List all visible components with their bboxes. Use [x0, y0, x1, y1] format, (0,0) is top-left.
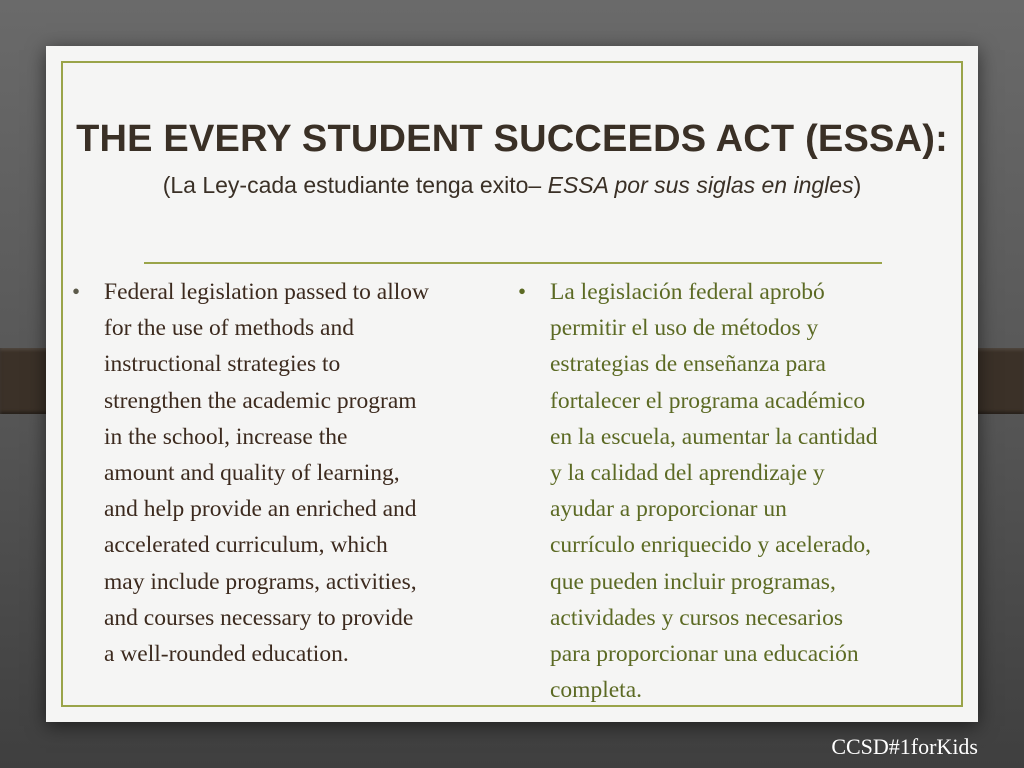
text-line: a well-rounded education.	[104, 641, 349, 668]
spanish-column	[518, 274, 958, 708]
text-line: y la calidad del aprendizaje y	[550, 460, 825, 487]
text-line: en la escuela, aumentar la cantidad	[550, 423, 878, 450]
text-line: La legislación federal aprobó	[550, 279, 825, 305]
subtitle-italic: ESSA por sus siglas en ingles	[547, 172, 854, 198]
text-line: instructional strategies to	[104, 351, 341, 378]
title-divider	[144, 262, 882, 264]
english-column	[72, 274, 500, 672]
subtitle-close: )	[853, 172, 862, 198]
text-line: amount and quality of learning,	[104, 460, 400, 487]
text-line: que pueden incluir programas,	[550, 568, 836, 595]
text-line: strengthen the academic program	[104, 387, 417, 414]
slide-title: THE EVERY STUDENT SUCCEEDS ACT (ESSA):	[76, 118, 948, 160]
text-line: Federal legislation passed to allow	[104, 279, 430, 305]
text-line: para proporcionar una educación	[550, 641, 859, 668]
english-bullet-text	[104, 274, 500, 672]
slide-subtitle	[60, 172, 964, 199]
bullet-icon: •	[518, 279, 527, 304]
text-line: ayudar a proporcionar un	[550, 496, 787, 523]
text-line: actividades y cursos necesarios	[550, 604, 843, 631]
text-line: completa.	[550, 677, 643, 704]
text-line: permitir el uso de métodos y	[550, 315, 819, 342]
text-line: for the use of methods and	[104, 315, 354, 342]
text-line: and help provide an enriched and	[104, 496, 417, 523]
text-line: and courses necessary to provide	[104, 604, 414, 631]
bullet-icon: •	[72, 279, 81, 304]
footer-hashtag: CCSD#1forKids	[831, 734, 978, 759]
text-line: may include programs, activities,	[104, 568, 417, 595]
subtitle-open: (La Ley-cada estudiante tenga exito–	[162, 172, 548, 198]
text-line: estrategias de enseñanza para	[550, 351, 826, 378]
text-line: fortalecer el programa académico	[550, 387, 866, 414]
text-line: in the school, increase the	[104, 423, 348, 450]
text-line: accelerated curriculum, which	[104, 532, 388, 559]
text-line: currículo enriquecido y acelerado,	[550, 532, 872, 559]
spanish-bullet-text	[550, 274, 958, 708]
